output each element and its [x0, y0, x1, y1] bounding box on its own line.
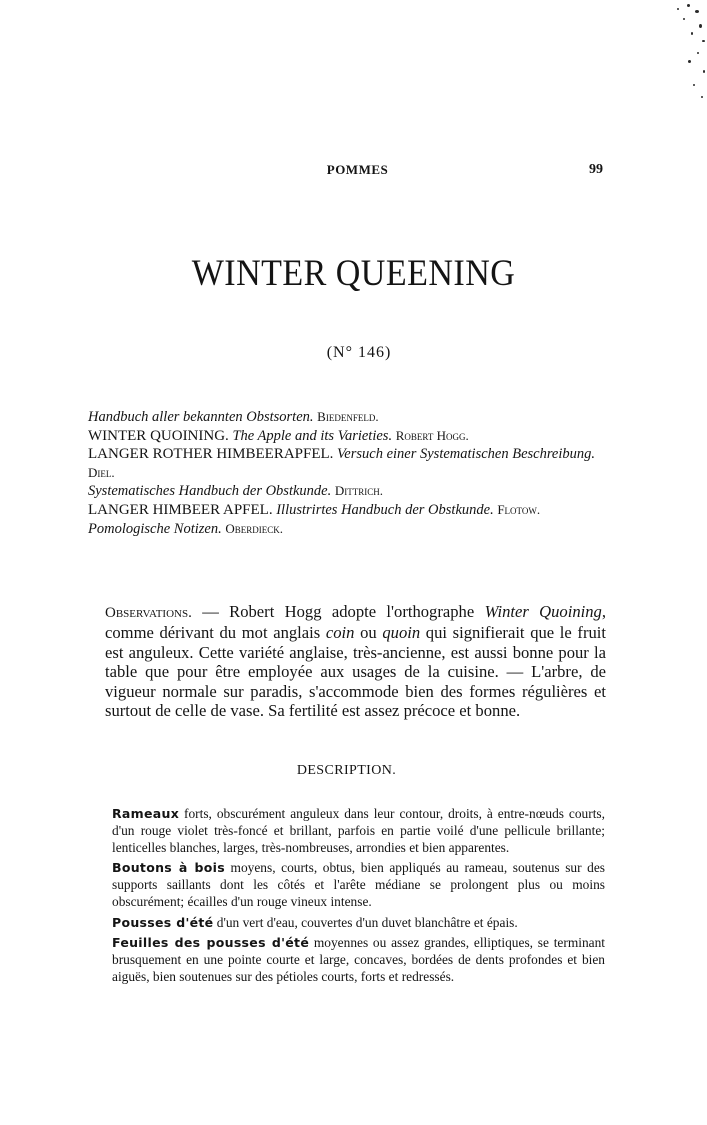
- reference-synonym: WINTER QUOINING.: [88, 427, 229, 444]
- reference-work: Illustrirtes Handbuch der Obstkunde.: [276, 501, 494, 518]
- scan-speckle-mark: [647, 0, 707, 110]
- observations-italic: coin: [325, 623, 355, 643]
- reference-list: [88, 408, 618, 538]
- description-label: Boutons à bois: [112, 860, 225, 876]
- reference-work: Handbuch aller bekannten Obstsorten.: [88, 409, 314, 425]
- description-section: [112, 805, 605, 985]
- observations-text: ou: [354, 623, 383, 643]
- reference-item: [88, 445, 618, 482]
- description-paragraph: [112, 859, 605, 910]
- observations-italic: Winter Quoining: [484, 602, 602, 621]
- reference-author: Oberdieck.: [225, 520, 283, 536]
- reference-item: [88, 501, 618, 520]
- reference-work: Pomologische Notizen.: [88, 520, 222, 537]
- description-text: d'un vert d'eau, couvertes d'un duvet blanchâtre et épais.: [213, 914, 518, 930]
- reference-synonym: LANGER HIMBEER APFEL.: [88, 501, 273, 518]
- description-text: moyens, courts, obtus, bien appliqués au rameau, soutenus sur des supports saillants dont les côtés et l'arête médiane se prolongent plus ou moins obscurément; écailles d'un rouge vineux intense.: [112, 860, 605, 910]
- reference-work: Versuch einer Systematischen Beschreibung.: [337, 446, 596, 463]
- reference-item: [88, 408, 618, 427]
- observations-paragraph: [105, 602, 606, 720]
- observations-text: , comme dérivant du mot anglais: [105, 602, 606, 643]
- running-title: POMMES: [326, 162, 389, 177]
- description-label: Pousses d'été: [112, 914, 214, 930]
- running-head: [0, 162, 707, 182]
- reference-author: Diel.: [88, 464, 115, 480]
- description-label: Rameaux: [112, 806, 180, 821]
- description-paragraph: [112, 914, 605, 931]
- reference-work: The Apple and its Varieties.: [232, 427, 393, 444]
- observations-text: qui signifierait que le fruit est anguleux. Cette variété anglaise, très-ancienne, est aussi bonne pour la table que pour être employée aux usages de la cuisine. — L'arbre, de vigueur normale sur paradis, s'accommode bien des formes régulières et surtout de celle de vase. Sa fertilité est assez précoce et bonne.: [105, 623, 606, 721]
- description-label: Feuilles des pousses d'été: [112, 934, 310, 950]
- reference-item: [88, 482, 618, 501]
- observations-italic: quoin: [382, 623, 421, 643]
- reference-author: Robert Hogg.: [395, 427, 469, 443]
- reference-author: Flotow.: [497, 501, 541, 517]
- variety-title: WINTER QUEENING: [191, 253, 516, 294]
- description-text: forts, obscurément anguleux dans leur contour, droits, à entre-nœuds courts, d'un rouge violet très-foncé et brillant, parfois en partie voilé d'une pellicule brillante; lenticelles blanches, larges, très-nombreuses, arrondies et bien apparentes.: [112, 806, 605, 856]
- description-paragraph: [112, 805, 605, 856]
- reference-author: Dittrich.: [334, 483, 383, 499]
- observations-text: — Robert Hogg adopte l'orthographe: [191, 602, 485, 621]
- page-number: 99: [589, 162, 603, 177]
- observations-label: Observations.: [105, 605, 192, 621]
- reference-item: [88, 520, 618, 539]
- reference-author: Biedenfeld.: [317, 409, 379, 424]
- variety-number: (N° 146): [326, 344, 392, 361]
- description-text: moyennes ou assez grandes, elliptiques, se terminant brusquement en une pointe courte et large, concaves, bordées de dents profondes et bien aiguës, bien soutenues sur des pétioles courts, forts et redressés.: [112, 934, 606, 984]
- reference-synonym: LANGER ROTHER HIMBEERAPFEL.: [88, 446, 334, 463]
- reference-work: Systematisches Handbuch der Obstkunde.: [88, 483, 332, 500]
- description-paragraph: [112, 934, 605, 985]
- description-heading: DESCRIPTION.: [296, 763, 397, 778]
- reference-item: [88, 427, 618, 446]
